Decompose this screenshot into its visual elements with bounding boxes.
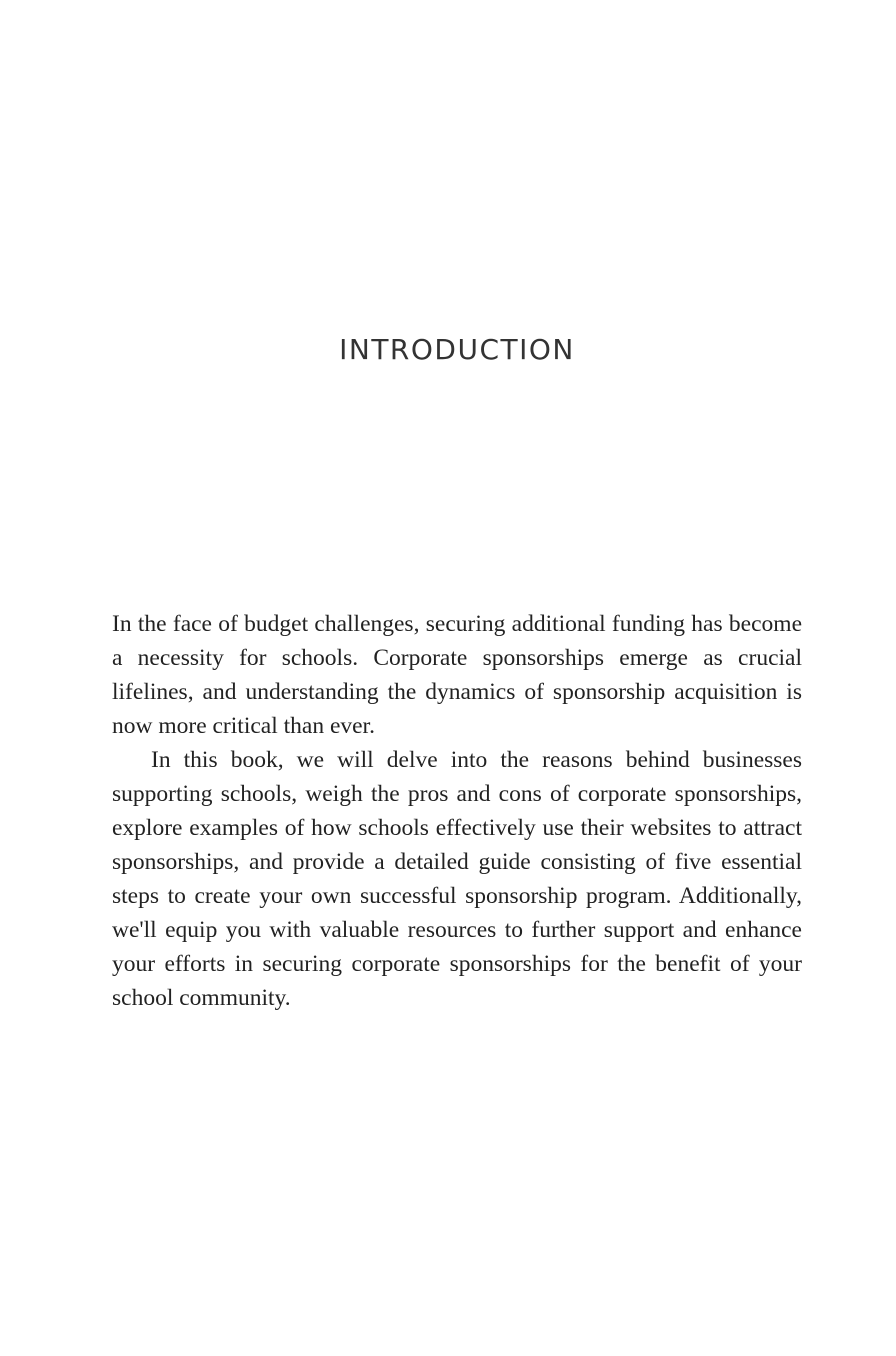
chapter-title: INTRODUCTION <box>339 333 575 366</box>
body-text <box>112 607 802 1015</box>
paragraph-1: In the face of budget challenges, securing additional funding has become a necessity for schools. Corporate sponsorships emerge as crucial lifelines, and understanding the dynamics of sponsorship acquisition is now more critical than ever. <box>112 611 802 739</box>
paragraph-2: In this book, we will delve into the reasons behind businesses supporting schools, weigh the pros and cons of corporate sponsorships, explore examples of how schools effectively use their websites to attract sponsorships, and provide a detailed guide consisting of five essential steps to create your own successful sponsorship program. Additionally, we'll equip you with valuable resources to further support and enhance your efforts in securing corporate sponsorships for the benefit of your school community. <box>112 747 802 1011</box>
